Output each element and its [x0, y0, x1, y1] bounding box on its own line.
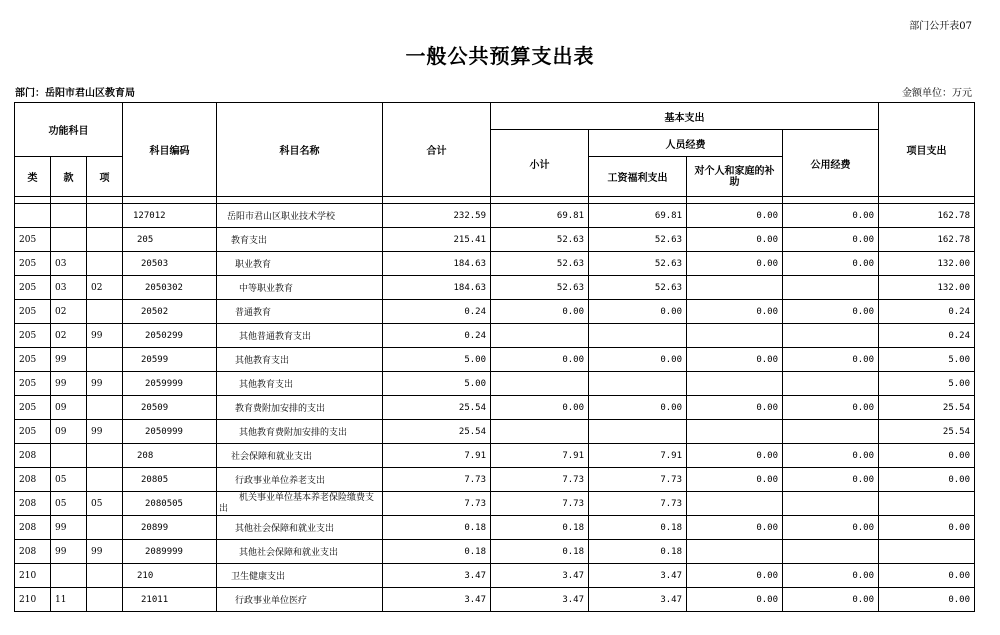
cell-subtotal: 52.63 — [491, 252, 589, 276]
cell-kuan: 99 — [51, 540, 87, 564]
page-title: 一般公共预算支出表 — [405, 44, 595, 68]
cell-xiang — [87, 228, 123, 252]
cell-total: 7.73 — [383, 468, 491, 492]
cell-salary: 69.81 — [589, 204, 687, 228]
header-family: 对个人和家庭的补助 — [687, 157, 783, 197]
table-row — [15, 516, 975, 540]
cell-family: 0.00 — [687, 516, 783, 540]
cell-class: 205 — [15, 228, 51, 252]
cell-class: 205 — [15, 252, 51, 276]
cell-name: 其他教育支出 — [217, 348, 383, 372]
table-row — [15, 444, 975, 468]
cell-total: 25.54 — [383, 420, 491, 444]
cell-total: 7.73 — [383, 492, 491, 516]
cell-kuan: 09 — [51, 396, 87, 420]
cell-class: 210 — [15, 588, 51, 612]
header-xiang: 项 — [87, 157, 123, 197]
header-code: 科目编码 — [123, 103, 217, 197]
table-row — [15, 372, 975, 396]
header-basic: 基本支出 — [491, 103, 879, 130]
cell-subtotal: 0.00 — [491, 348, 589, 372]
table-row — [15, 468, 975, 492]
cell-name: 卫生健康支出 — [217, 564, 383, 588]
cell-code: 2050299 — [123, 324, 217, 348]
cell-family: 0.00 — [687, 228, 783, 252]
cell-public: 0.00 — [783, 204, 879, 228]
cell-project: 25.54 — [879, 396, 975, 420]
cell-salary: 0.00 — [589, 348, 687, 372]
cell-salary — [589, 324, 687, 348]
cell-code: 21011 — [123, 588, 217, 612]
cell-public: 0.00 — [783, 588, 879, 612]
cell-kuan: 05 — [51, 468, 87, 492]
cell-total: 3.47 — [383, 564, 491, 588]
cell-subtotal: 0.18 — [491, 516, 589, 540]
cell-code: 20509 — [123, 396, 217, 420]
cell-family — [687, 276, 783, 300]
cell-class: 205 — [15, 300, 51, 324]
cell-code: 20503 — [123, 252, 217, 276]
cell-subtotal: 7.73 — [491, 468, 589, 492]
cell-total: 5.00 — [383, 372, 491, 396]
cell-kuan: 02 — [51, 324, 87, 348]
cell-name: 其他教育支出 — [217, 372, 383, 396]
cell-total: 3.47 — [383, 588, 491, 612]
cell-family: 0.00 — [687, 348, 783, 372]
cell-family: 0.00 — [687, 252, 783, 276]
cell-code: 210 — [123, 564, 217, 588]
cell-salary: 7.91 — [589, 444, 687, 468]
cell-project: 0.00 — [879, 588, 975, 612]
cell-code: 2050999 — [123, 420, 217, 444]
cell-salary: 3.47 — [589, 588, 687, 612]
table-row — [15, 396, 975, 420]
cell-kuan — [51, 228, 87, 252]
cell-kuan: 02 — [51, 300, 87, 324]
cell-class — [15, 204, 51, 228]
cell-family: 0.00 — [687, 204, 783, 228]
cell-family: 0.00 — [687, 468, 783, 492]
cell-family: 0.00 — [687, 588, 783, 612]
header-total: 合计 — [383, 103, 491, 197]
cell-name: 教育支出 — [217, 228, 383, 252]
cell-name: 其他社会保障和就业支出 — [217, 516, 383, 540]
cell-xiang — [87, 252, 123, 276]
table-row — [15, 204, 975, 228]
cell-class: 210 — [15, 564, 51, 588]
cell-code: 20805 — [123, 468, 217, 492]
cell-project: 0.24 — [879, 300, 975, 324]
cell-project: 5.00 — [879, 348, 975, 372]
cell-public — [783, 420, 879, 444]
cell-code: 20899 — [123, 516, 217, 540]
cell-project — [879, 492, 975, 516]
cell-name: 中等职业教育 — [217, 276, 383, 300]
cell-kuan: 99 — [51, 348, 87, 372]
cell-family: 0.00 — [687, 444, 783, 468]
cell-public — [783, 324, 879, 348]
cell-subtotal: 0.18 — [491, 540, 589, 564]
cell-kuan: 03 — [51, 276, 87, 300]
cell-public: 0.00 — [783, 444, 879, 468]
cell-salary: 3.47 — [589, 564, 687, 588]
cell-xiang — [87, 468, 123, 492]
cell-xiang: 99 — [87, 324, 123, 348]
cell-project: 0.00 — [879, 444, 975, 468]
cell-total: 0.18 — [383, 516, 491, 540]
cell-subtotal: 7.73 — [491, 492, 589, 516]
cell-name: 机关事业单位基本养老保险缴费支出 — [217, 492, 383, 516]
table-row — [15, 540, 975, 564]
cell-public — [783, 276, 879, 300]
cell-code: 2080505 — [123, 492, 217, 516]
cell-name: 普通教育 — [217, 300, 383, 324]
cell-name: 其他教育费附加安排的支出 — [217, 420, 383, 444]
table-row — [15, 252, 975, 276]
cell-xiang — [87, 444, 123, 468]
cell-xiang — [87, 348, 123, 372]
cell-subtotal — [491, 324, 589, 348]
expenditure-table — [14, 102, 975, 612]
cell-total: 0.24 — [383, 324, 491, 348]
cell-kuan: 99 — [51, 516, 87, 540]
header-func-subject: 功能科目 — [15, 103, 123, 157]
cell-subtotal: 7.91 — [491, 444, 589, 468]
cell-family — [687, 492, 783, 516]
cell-project: 0.24 — [879, 324, 975, 348]
cell-salary: 52.63 — [589, 252, 687, 276]
table-row — [15, 300, 975, 324]
cell-project: 5.00 — [879, 372, 975, 396]
cell-family: 0.00 — [687, 300, 783, 324]
cell-public: 0.00 — [783, 348, 879, 372]
cell-subtotal: 3.47 — [491, 588, 589, 612]
cell-code: 20599 — [123, 348, 217, 372]
cell-total: 215.41 — [383, 228, 491, 252]
cell-code: 20502 — [123, 300, 217, 324]
cell-kuan: 05 — [51, 492, 87, 516]
cell-xiang: 05 — [87, 492, 123, 516]
cell-xiang: 99 — [87, 372, 123, 396]
cell-subtotal — [491, 372, 589, 396]
cell-kuan — [51, 204, 87, 228]
table-row — [15, 588, 975, 612]
cell-family — [687, 420, 783, 444]
cell-kuan — [51, 564, 87, 588]
table-row — [15, 348, 975, 372]
cell-project: 132.00 — [879, 252, 975, 276]
cell-kuan: 99 — [51, 372, 87, 396]
cell-class: 205 — [15, 348, 51, 372]
cell-xiang — [87, 396, 123, 420]
header-kuan: 款 — [51, 157, 87, 197]
cell-subtotal: 69.81 — [491, 204, 589, 228]
cell-public — [783, 492, 879, 516]
cell-subtotal: 52.63 — [491, 276, 589, 300]
cell-salary — [589, 372, 687, 396]
cell-family: 0.00 — [687, 396, 783, 420]
cell-subtotal — [491, 420, 589, 444]
table-row — [15, 492, 975, 516]
cell-code: 2089999 — [123, 540, 217, 564]
cell-subtotal: 0.00 — [491, 396, 589, 420]
cell-salary: 0.00 — [589, 396, 687, 420]
cell-salary: 0.18 — [589, 540, 687, 564]
cell-class: 205 — [15, 324, 51, 348]
cell-name: 职业教育 — [217, 252, 383, 276]
cell-code: 2050302 — [123, 276, 217, 300]
header-subtotal: 小计 — [491, 130, 589, 197]
cell-kuan — [51, 444, 87, 468]
cell-xiang: 02 — [87, 276, 123, 300]
cell-salary: 7.73 — [589, 468, 687, 492]
cell-name: 岳阳市君山区职业技术学校 — [217, 204, 383, 228]
cell-total: 0.24 — [383, 300, 491, 324]
cell-xiang — [87, 588, 123, 612]
cell-kuan: 11 — [51, 588, 87, 612]
cell-project: 0.00 — [879, 564, 975, 588]
cell-project: 162.78 — [879, 204, 975, 228]
cell-salary: 0.18 — [589, 516, 687, 540]
cell-kuan: 09 — [51, 420, 87, 444]
cell-class: 208 — [15, 540, 51, 564]
cell-salary: 52.63 — [589, 228, 687, 252]
cell-salary: 52.63 — [589, 276, 687, 300]
cell-kuan: 03 — [51, 252, 87, 276]
cell-total: 184.63 — [383, 252, 491, 276]
cell-family: 0.00 — [687, 564, 783, 588]
cell-project: 0.00 — [879, 516, 975, 540]
cell-public: 0.00 — [783, 468, 879, 492]
cell-xiang: 99 — [87, 420, 123, 444]
cell-salary — [589, 420, 687, 444]
header-project: 项目支出 — [879, 103, 975, 197]
cell-project — [879, 540, 975, 564]
cell-name: 社会保障和就业支出 — [217, 444, 383, 468]
cell-class: 205 — [15, 420, 51, 444]
cell-total: 5.00 — [383, 348, 491, 372]
header-name: 科目名称 — [217, 103, 383, 197]
cell-code: 2059999 — [123, 372, 217, 396]
cell-subtotal: 3.47 — [491, 564, 589, 588]
cell-public: 0.00 — [783, 516, 879, 540]
cell-class: 208 — [15, 468, 51, 492]
header-salary: 工资福利支出 — [589, 157, 687, 197]
header-public: 公用经费 — [783, 130, 879, 197]
cell-xiang — [87, 516, 123, 540]
cell-class: 208 — [15, 444, 51, 468]
cell-code: 208 — [123, 444, 217, 468]
cell-name: 行政事业单位医疗 — [217, 588, 383, 612]
cell-name: 其他社会保障和就业支出 — [217, 540, 383, 564]
table-row — [15, 276, 975, 300]
form-number: 部门公开表07 — [909, 21, 972, 32]
cell-public — [783, 372, 879, 396]
cell-public: 0.00 — [783, 564, 879, 588]
cell-salary: 7.73 — [589, 492, 687, 516]
cell-code: 205 — [123, 228, 217, 252]
cell-total: 0.18 — [383, 540, 491, 564]
cell-public: 0.00 — [783, 300, 879, 324]
cell-name: 教育费附加安排的支出 — [217, 396, 383, 420]
cell-total: 7.91 — [383, 444, 491, 468]
cell-subtotal: 52.63 — [491, 228, 589, 252]
cell-xiang — [87, 204, 123, 228]
cell-public — [783, 540, 879, 564]
unit-label: 金额单位：万元 — [902, 88, 972, 99]
cell-class: 208 — [15, 492, 51, 516]
cell-project: 132.00 — [879, 276, 975, 300]
table-row — [15, 228, 975, 252]
cell-code: 127012 — [123, 204, 217, 228]
cell-project: 162.78 — [879, 228, 975, 252]
cell-family — [687, 372, 783, 396]
cell-total: 25.54 — [383, 396, 491, 420]
cell-class: 205 — [15, 276, 51, 300]
cell-project: 25.54 — [879, 420, 975, 444]
cell-subtotal: 0.00 — [491, 300, 589, 324]
cell-total: 232.59 — [383, 204, 491, 228]
cell-class: 208 — [15, 516, 51, 540]
cell-project: 0.00 — [879, 468, 975, 492]
cell-family — [687, 324, 783, 348]
table-row — [15, 324, 975, 348]
cell-xiang — [87, 564, 123, 588]
cell-xiang — [87, 300, 123, 324]
cell-public: 0.00 — [783, 396, 879, 420]
cell-public: 0.00 — [783, 252, 879, 276]
cell-total: 184.63 — [383, 276, 491, 300]
cell-salary: 0.00 — [589, 300, 687, 324]
table-row — [15, 420, 975, 444]
cell-public: 0.00 — [783, 228, 879, 252]
cell-name: 其他普通教育支出 — [217, 324, 383, 348]
cell-family — [687, 540, 783, 564]
cell-name: 行政事业单位养老支出 — [217, 468, 383, 492]
table-row — [15, 564, 975, 588]
cell-xiang: 99 — [87, 540, 123, 564]
cell-class: 205 — [15, 396, 51, 420]
header-personnel: 人员经费 — [589, 130, 783, 157]
header-class: 类 — [15, 157, 51, 197]
department-label: 部门：岳阳市君山区教育局 — [15, 88, 135, 99]
cell-class: 205 — [15, 372, 51, 396]
